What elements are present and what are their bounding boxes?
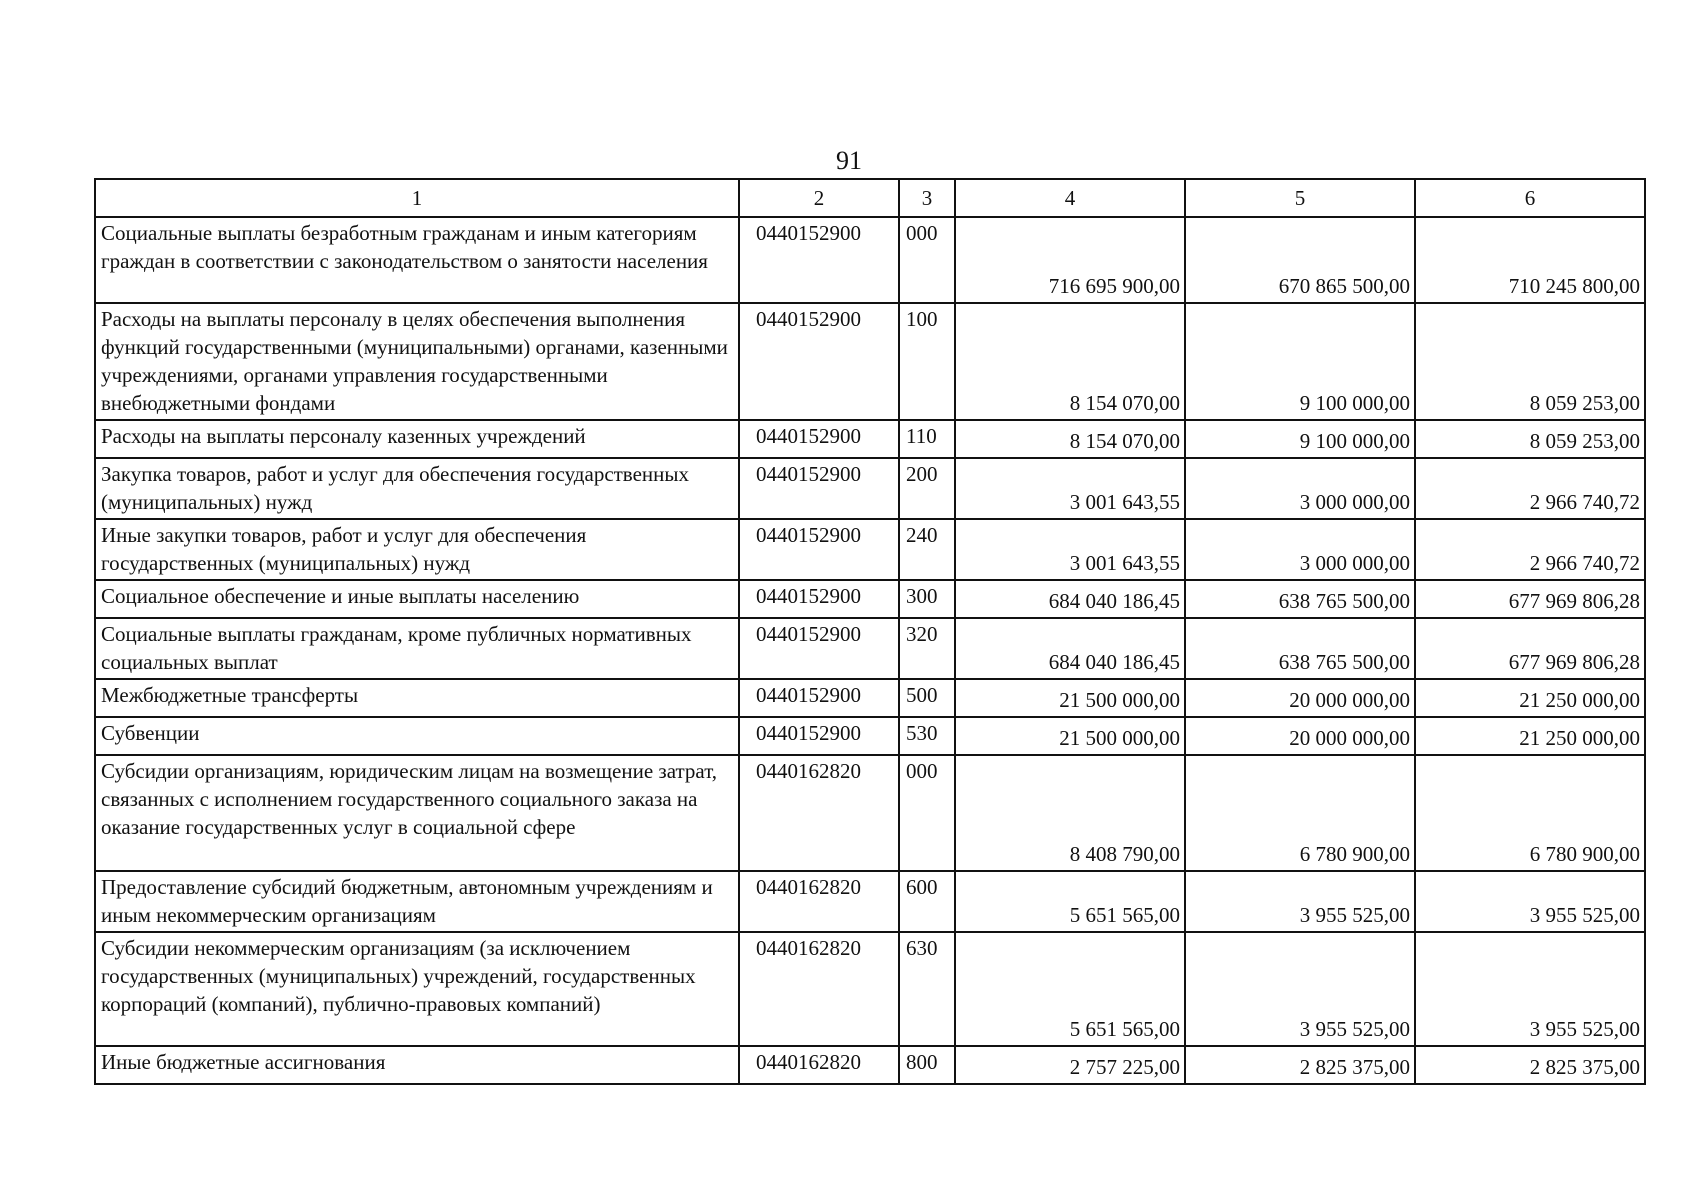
- amount-cell-col5: 2 825 375,00: [1185, 1046, 1415, 1084]
- target-code-cell: 0440152900: [739, 679, 899, 717]
- table-row: [95, 217, 1645, 303]
- target-code-cell: 0440162820: [739, 755, 899, 871]
- expense-type-cell: 600: [899, 871, 955, 932]
- target-code-cell: 0440152900: [739, 458, 899, 519]
- column-header: 2: [739, 179, 899, 217]
- amount-cell-col4: 8 154 070,00: [955, 420, 1185, 458]
- expense-type-cell: 530: [899, 717, 955, 755]
- amount-cell-col6: 677 969 806,28: [1415, 580, 1645, 618]
- amount-cell-col4: 21 500 000,00: [955, 717, 1185, 755]
- amount-cell-col4: 5 651 565,00: [955, 932, 1185, 1046]
- budget-table: [94, 178, 1646, 1085]
- amount-cell-col6: 2 966 740,72: [1415, 519, 1645, 580]
- table-row: [95, 458, 1645, 519]
- amount-cell-col6: 2 966 740,72: [1415, 458, 1645, 519]
- expense-name-cell: Субсидии некоммерческим организациям (за исключением государственных (муниципальных) учреждений, государственных корпораций (компаний), публично-правовых компаний): [95, 932, 739, 1046]
- expense-name-cell: Расходы на выплаты персоналу в целях обеспечения выполнения функций государственными (муниципальными) органами, казенными учреждениями, органами управления государственными внебюджетными фондами: [95, 303, 739, 420]
- amount-cell-col4: 8 154 070,00: [955, 303, 1185, 420]
- target-code-cell: 0440162820: [739, 1046, 899, 1084]
- amount-cell-col5: 9 100 000,00: [1185, 420, 1415, 458]
- target-code-cell: 0440162820: [739, 932, 899, 1046]
- expense-type-cell: 000: [899, 755, 955, 871]
- expense-name-cell: Предоставление субсидий бюджетным, автономным учреждениям и иным некоммерческим организациям: [95, 871, 739, 932]
- table-row: [95, 1046, 1645, 1084]
- amount-cell-col6: 8 059 253,00: [1415, 420, 1645, 458]
- table-row: [95, 580, 1645, 618]
- column-header: 1: [95, 179, 739, 217]
- amount-cell-col6: 677 969 806,28: [1415, 618, 1645, 679]
- expense-type-cell: 000: [899, 217, 955, 303]
- table-row: [95, 303, 1645, 420]
- amount-cell-col6: 21 250 000,00: [1415, 717, 1645, 755]
- expense-name-cell: Межбюджетные трансферты: [95, 679, 739, 717]
- expense-type-cell: 630: [899, 932, 955, 1046]
- column-header: 5: [1185, 179, 1415, 217]
- amount-cell-col4: 684 040 186,45: [955, 580, 1185, 618]
- page-number: 91: [836, 146, 862, 175]
- amount-cell-col4: 2 757 225,00: [955, 1046, 1185, 1084]
- amount-cell-col6: 2 825 375,00: [1415, 1046, 1645, 1084]
- target-code-cell: 0440152900: [739, 717, 899, 755]
- table-row: [95, 717, 1645, 755]
- table-row: [95, 519, 1645, 580]
- expense-name-cell: Субсидии организациям, юридическим лицам на возмещение затрат, связанных с исполнением государственного социального заказа на оказание государственных услуг в социальной сфере: [95, 755, 739, 871]
- amount-cell-col5: 3 000 000,00: [1185, 458, 1415, 519]
- amount-cell-col4: 716 695 900,00: [955, 217, 1185, 303]
- table-row: [95, 871, 1645, 932]
- expense-name-cell: Социальные выплаты гражданам, кроме публичных нормативных социальных выплат: [95, 618, 739, 679]
- amount-cell-col5: 3 955 525,00: [1185, 871, 1415, 932]
- amount-cell-col5: 3 955 525,00: [1185, 932, 1415, 1046]
- amount-cell-col6: 3 955 525,00: [1415, 871, 1645, 932]
- table-row: [95, 679, 1645, 717]
- target-code-cell: 0440152900: [739, 519, 899, 580]
- amount-cell-col5: 6 780 900,00: [1185, 755, 1415, 871]
- amount-cell-col5: 20 000 000,00: [1185, 679, 1415, 717]
- target-code-cell: 0440152900: [739, 217, 899, 303]
- amount-cell-col4: 3 001 643,55: [955, 458, 1185, 519]
- expense-name-cell: Иные бюджетные ассигнования: [95, 1046, 739, 1084]
- column-header: 4: [955, 179, 1185, 217]
- amount-cell-col5: 20 000 000,00: [1185, 717, 1415, 755]
- amount-cell-col5: 638 765 500,00: [1185, 580, 1415, 618]
- table-row: [95, 932, 1645, 1046]
- expense-type-cell: 320: [899, 618, 955, 679]
- target-code-cell: 0440152900: [739, 618, 899, 679]
- header-row: [95, 179, 1645, 217]
- expense-type-cell: 500: [899, 679, 955, 717]
- amount-cell-col5: 3 000 000,00: [1185, 519, 1415, 580]
- amount-cell-col4: 21 500 000,00: [955, 679, 1185, 717]
- table-row: [95, 618, 1645, 679]
- amount-cell-col4: 3 001 643,55: [955, 519, 1185, 580]
- amount-cell-col4: 8 408 790,00: [955, 755, 1185, 871]
- expense-name-cell: Субвенции: [95, 717, 739, 755]
- expense-name-cell: Иные закупки товаров, работ и услуг для обеспечения государственных (муниципальных) нужд: [95, 519, 739, 580]
- amount-cell-col6: 8 059 253,00: [1415, 303, 1645, 420]
- column-header: 3: [899, 179, 955, 217]
- target-code-cell: 0440152900: [739, 580, 899, 618]
- column-header: 6: [1415, 179, 1645, 217]
- expense-name-cell: Социальные выплаты безработным гражданам и иным категориям граждан в соответствии с законодательством о занятости населения: [95, 217, 739, 303]
- amount-cell-col6: 6 780 900,00: [1415, 755, 1645, 871]
- target-code-cell: 0440152900: [739, 420, 899, 458]
- expense-type-cell: 100: [899, 303, 955, 420]
- expense-type-cell: 200: [899, 458, 955, 519]
- amount-cell-col5: 670 865 500,00: [1185, 217, 1415, 303]
- amount-cell-col4: 5 651 565,00: [955, 871, 1185, 932]
- amount-cell-col5: 638 765 500,00: [1185, 618, 1415, 679]
- expense-name-cell: Закупка товаров, работ и услуг для обеспечения государственных (муниципальных) нужд: [95, 458, 739, 519]
- amount-cell-col5: 9 100 000,00: [1185, 303, 1415, 420]
- amount-cell-col6: 21 250 000,00: [1415, 679, 1645, 717]
- expense-type-cell: 240: [899, 519, 955, 580]
- expense-type-cell: 300: [899, 580, 955, 618]
- table-row: [95, 420, 1645, 458]
- expense-name-cell: Расходы на выплаты персоналу казенных учреждений: [95, 420, 739, 458]
- expense-type-cell: 800: [899, 1046, 955, 1084]
- target-code-cell: 0440162820: [739, 871, 899, 932]
- amount-cell-col4: 684 040 186,45: [955, 618, 1185, 679]
- expense-name-cell: Социальное обеспечение и иные выплаты населению: [95, 580, 739, 618]
- amount-cell-col6: 3 955 525,00: [1415, 932, 1645, 1046]
- target-code-cell: 0440152900: [739, 303, 899, 420]
- expense-type-cell: 110: [899, 420, 955, 458]
- amount-cell-col6: 710 245 800,00: [1415, 217, 1645, 303]
- table-row: [95, 755, 1645, 871]
